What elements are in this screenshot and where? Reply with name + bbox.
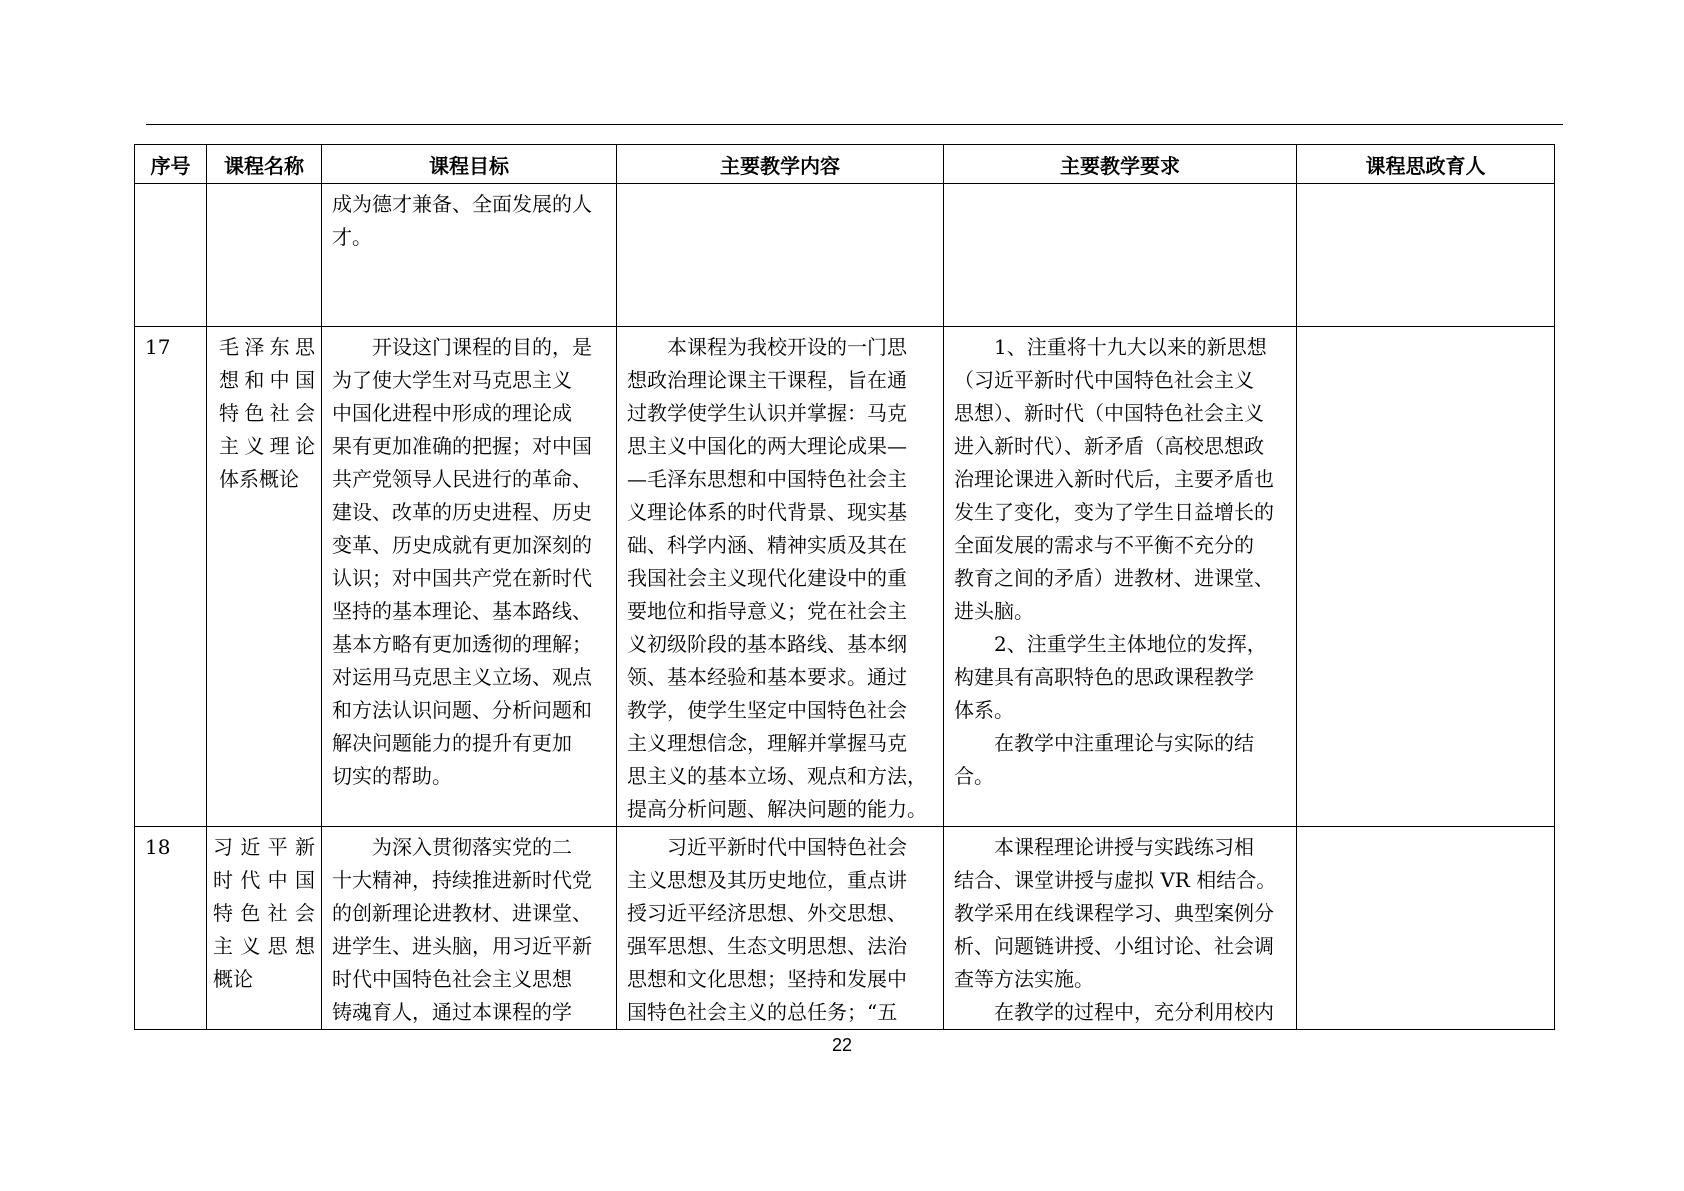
- text-line: 铸魂育人，通过本课程的学: [332, 1000, 572, 1024]
- text-line: 主义理想信念，理解并掌握马克: [627, 731, 907, 755]
- text-line: 思想和文化思想；坚持和发展中: [627, 967, 907, 991]
- text-line: 授习近平经济思想、外交思想、: [627, 901, 907, 925]
- text-line: 才。: [332, 225, 372, 249]
- text-line: 切实的帮助。: [332, 764, 452, 788]
- text-line: 国特色社会主义的总任务；“五: [627, 1000, 898, 1024]
- ideological-education-cell: [1297, 327, 1555, 827]
- header-teaching-content: 主要教学内容: [617, 145, 944, 184]
- text-line: 主义思想及其历史地位，重点讲: [627, 868, 907, 892]
- ideological-education-cell: [1297, 184, 1555, 327]
- text-line: 过教学使学生认识并掌握：马克: [627, 401, 907, 425]
- text-line: 中国化进程中形成的理论成: [332, 401, 572, 425]
- text-line: 2、注重学生主体地位的发挥，: [994, 632, 1267, 656]
- header-rule: [146, 124, 1563, 125]
- text-line: 体系概论: [219, 467, 299, 491]
- text-line: 全面发展的需求与不平衡不充分的: [954, 533, 1254, 557]
- teaching-requirements-cell: [944, 827, 1297, 1030]
- text-line: 在教学中注重理论与实际的结: [994, 731, 1254, 755]
- text-line: 1、注重将十九大以来的新思想: [994, 335, 1267, 359]
- text-line: 开设这门课程的目的，是: [372, 335, 592, 359]
- text-line: 解决问题能力的提升有更加: [332, 731, 572, 755]
- header-course-goal: 课程目标: [322, 145, 617, 184]
- text-line: 义初级阶段的基本路线、基本纲: [627, 632, 907, 656]
- text-line: 进学生、进头脑，用习近平新: [332, 934, 592, 958]
- text-line: 对运用马克思主义立场、观点: [332, 665, 592, 689]
- row-number: 18: [135, 827, 207, 1030]
- text-line: 时代中国特色社会主义思想: [332, 967, 572, 991]
- text-line: 析、问题链讲授、小组讨论、社会调: [954, 934, 1274, 958]
- table-row: [135, 827, 1555, 1030]
- text-line: 特色社会: [219, 401, 315, 425]
- text-line: 提高分析问题、解决问题的能力。: [627, 797, 927, 821]
- text-line: 强军思想、生态文明思想、法治: [627, 934, 907, 958]
- text-line: 查等方法实施。: [954, 967, 1094, 991]
- teaching-content-cell: [617, 327, 944, 827]
- header-index: 序号: [135, 145, 207, 184]
- text-line: 结合、课堂讲授与虚拟 VR 相结合。: [954, 868, 1277, 892]
- text-line: 主义思想: [213, 934, 315, 958]
- text-line: 时代中国: [213, 868, 315, 892]
- row-number: [135, 184, 207, 327]
- table-row: [135, 327, 1555, 827]
- text-line: 教学采用在线课程学习、典型案例分: [954, 901, 1274, 925]
- text-line: 想和中国: [219, 368, 315, 392]
- text-line: 本课程理论讲授与实践练习相: [994, 835, 1254, 859]
- text-line: 为了使大学生对马克思主义: [332, 368, 572, 392]
- header-course-name: 课程名称: [207, 145, 322, 184]
- text-line: （习近平新时代中国特色社会主义: [954, 368, 1254, 392]
- table-header-row: [135, 145, 1555, 184]
- text-line: 发生了变化，变为了学生日益增长的: [954, 500, 1274, 524]
- text-line: —毛泽东思想和中国特色社会主: [627, 467, 907, 491]
- text-line: 在教学的过程中，充分利用校内: [994, 1000, 1274, 1024]
- text-line: 领、基本经验和基本要求。通过: [627, 665, 907, 689]
- text-line: 思主义中国化的两大理论成果—: [627, 434, 907, 458]
- page-number: 22: [831, 1035, 853, 1055]
- text-line: 教学，使学生坚定中国特色社会: [627, 698, 907, 722]
- text-line: 进入新时代）、新矛盾（高校思想政: [954, 434, 1264, 458]
- teaching-requirements-cell: [944, 327, 1297, 827]
- text-line: 构建具有高职特色的思政课程教学: [954, 665, 1254, 689]
- header-teaching-requirements: 主要教学要求: [944, 145, 1297, 184]
- text-line: 习近平新时代中国特色社会: [667, 835, 907, 859]
- text-line: 习近平新: [213, 835, 315, 859]
- course-name-cell: [207, 327, 322, 827]
- text-line: 建设、改革的历史进程、历史: [332, 500, 592, 524]
- course-name-cell: [207, 827, 322, 1030]
- text-line: 础、科学内涵、精神实质及其在: [627, 533, 907, 557]
- course-name-cell: [207, 184, 322, 327]
- text-line: 概论: [213, 967, 253, 991]
- text-line: 变革、历史成就有更加深刻的: [332, 533, 592, 557]
- text-line: 治理论课进入新时代后，主要矛盾也: [954, 467, 1274, 491]
- ideological-education-cell: [1297, 827, 1555, 1030]
- text-line: 体系。: [954, 698, 1014, 722]
- text-line: 想政治理论课主干课程，旨在通: [627, 368, 907, 392]
- table-row: [135, 184, 1555, 327]
- text-line: 本课程为我校开设的一门思: [667, 335, 907, 359]
- text-line: 成为德才兼备、全面发展的人: [332, 192, 592, 216]
- text-line: 教育之间的矛盾）进教材、进课堂、: [954, 566, 1274, 590]
- teaching-requirements-cell: [944, 184, 1297, 327]
- text-line: 认识；对中国共产党在新时代: [332, 566, 592, 590]
- header-ideological-education: 课程思政育人: [1297, 145, 1555, 184]
- text-line: 我国社会主义现代化建设中的重: [627, 566, 907, 590]
- text-line: 果有更加准确的把握；对中国: [332, 434, 592, 458]
- text-line: 基本方略有更加透彻的理解；: [332, 632, 592, 656]
- text-line: 思主义的基本立场、观点和方法，: [627, 764, 927, 788]
- text-line: 进头脑。: [954, 599, 1034, 623]
- course-goal-cell: [322, 184, 617, 327]
- course-goal-cell: [322, 827, 617, 1030]
- text-line: 合。: [954, 764, 994, 788]
- row-number: 17: [135, 327, 207, 827]
- text-line: 共产党领导人民进行的革命、: [332, 467, 592, 491]
- text-line: 和方法认识问题、分析问题和: [332, 698, 592, 722]
- text-line: 主义理论: [219, 434, 315, 458]
- text-line: 为深入贯彻落实党的二: [372, 835, 572, 859]
- text-line: 十大精神，持续推进新时代党: [332, 868, 592, 892]
- course-goal-cell: [322, 327, 617, 827]
- text-line: 特色社会: [213, 901, 315, 925]
- teaching-content-cell: [617, 184, 944, 327]
- text-line: 义理论体系的时代背景、现实基: [627, 500, 907, 524]
- text-line: 毛泽东思: [219, 335, 315, 359]
- teaching-content-cell: [617, 827, 944, 1030]
- text-line: 的创新理论进教材、进课堂、: [332, 901, 592, 925]
- course-table: [134, 144, 1555, 1030]
- text-line: 要地位和指导意义；党在社会主: [627, 599, 907, 623]
- text-line: 坚持的基本理论、基本路线、: [332, 599, 592, 623]
- text-line: 思想）、新时代（中国特色社会主义: [954, 401, 1264, 425]
